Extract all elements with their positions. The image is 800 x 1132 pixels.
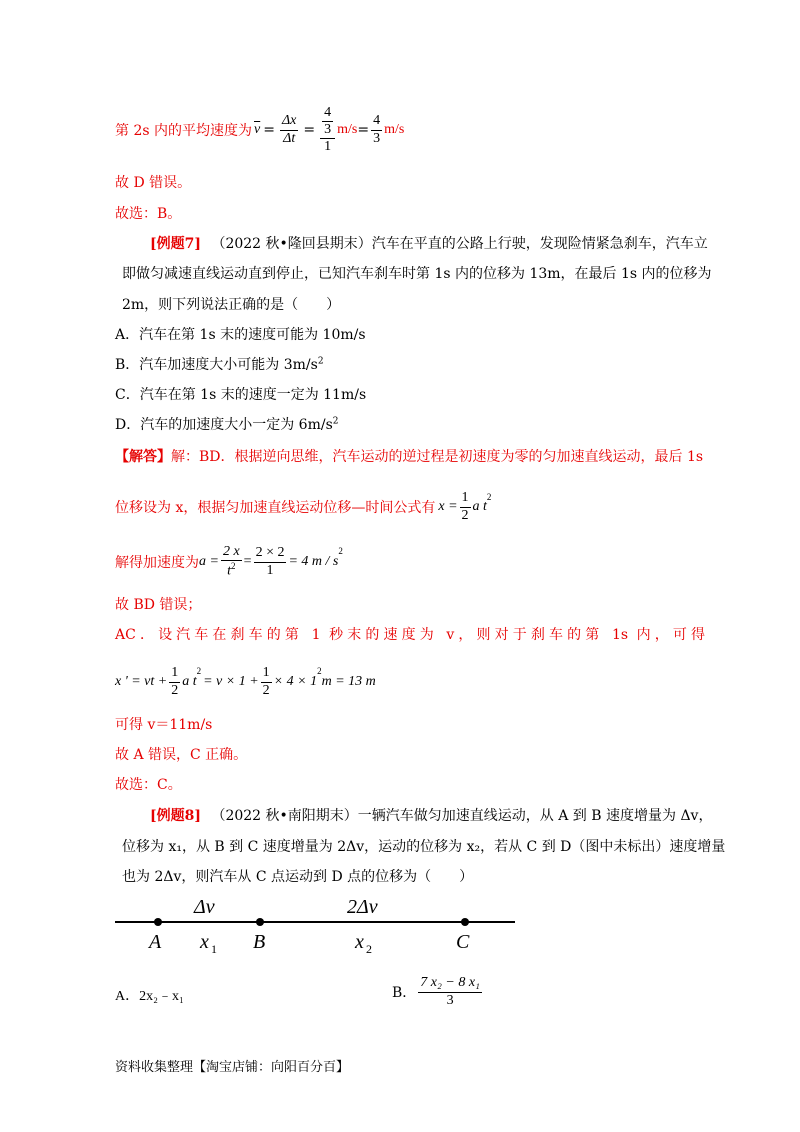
example8-line3: 也为 2Δv，则汽车从 C 点运动到 D 点的位移为（ ）	[122, 869, 474, 885]
formula1-num: 1	[460, 490, 471, 507]
result-num: 4	[371, 113, 382, 130]
result-den: 3	[373, 130, 381, 146]
formula3-den2: 2	[262, 682, 270, 698]
x2-sub: 2	[366, 942, 372, 956]
formula3-half1	[169, 665, 180, 698]
unit-ms: m/s	[337, 122, 358, 137]
dx-dt-fraction	[280, 113, 298, 146]
point-c-label: C	[456, 931, 470, 953]
choice-b: 故选：B。	[115, 206, 182, 222]
bd-wrong: 故 BD 错误；	[115, 597, 202, 613]
ex8-option-a: A．2x₂﹣x₁	[115, 989, 184, 1004]
example8-tag: [例题8]	[150, 808, 201, 824]
option-d-text: D．汽车的加速度大小一定为 6m/s	[115, 417, 333, 433]
outer-den: 1	[324, 139, 332, 155]
formula1-sup: 2	[486, 492, 492, 502]
formula3-lhs: x ' = vt +	[115, 674, 168, 689]
equals-sign: =	[263, 122, 275, 138]
dx: Δx	[280, 113, 298, 130]
ac-line: AC．设汽车在刹车的第 1 秒末的速度为 v，则对于刹车的第 1s 内，可得	[115, 627, 705, 643]
example7-text1: （2022 秋•隆回县期末）汽车在平直的公路上行驶，发现险情紧急刹车，汽车立	[211, 236, 708, 252]
dt: Δt	[283, 130, 296, 146]
option-d	[115, 414, 339, 434]
option-b-text: B．汽车加速度大小可能为 3m/s	[115, 357, 318, 373]
example8-line1	[150, 805, 712, 825]
answer-line2	[115, 486, 491, 528]
solve-label: 解得加速度为	[115, 555, 199, 571]
formula3-mid: = v × 1 +	[203, 674, 259, 689]
answer-text1: 解：BD．根据逆向思维，汽车运动的逆过程是初速度为零的匀加速直线运动，最后 1s	[171, 449, 704, 465]
formula2-num: 2 x	[221, 544, 242, 561]
example8-text1: （2022 秋•南阳期末）一辆汽车做匀加速直线运动，从 A 到 B 速度增量为 Δv，	[211, 808, 713, 824]
option-b-sup: 2	[317, 356, 324, 367]
formula2-sup: 2	[338, 546, 343, 556]
ex8-option-b-den: 3	[446, 992, 454, 1008]
ex8-option-b-num: 7 x₂ − 8 x₁	[418, 975, 482, 992]
formula2-lhs: a =	[199, 554, 219, 569]
answer-line1	[115, 446, 703, 466]
a-wrong: 故 A 错误，C 正确。	[115, 747, 248, 763]
example8-line2: 位移为 x₁，从 B 到 C 速度增量为 2Δv，运动的位移为 x₂，若从 C 到 D（图中未标出）速度增量	[122, 839, 726, 855]
answer-tag: 【解答】	[115, 449, 171, 465]
example7-line2: 即做匀减速直线运动直到停止，已知汽车刹车时第 1s 内的位移为 13m，在最后 1s 内的位移为	[122, 266, 712, 282]
formula3-end: × 4 × 1	[273, 674, 318, 689]
result-fraction	[371, 113, 382, 146]
inner-den: 3	[324, 121, 332, 137]
get-v: 可得 v＝11m/s	[115, 717, 213, 733]
formula3-sup2: 2	[317, 666, 322, 676]
formula3-num1: 1	[169, 665, 180, 682]
formula3-den1: 2	[171, 682, 179, 698]
compound-fraction	[320, 105, 335, 155]
ex8-option-b-label: B．	[392, 985, 417, 1001]
formula1-half	[460, 490, 471, 523]
example7-tag: [例题7]	[150, 236, 201, 252]
formula3-sup1: 2	[196, 666, 202, 676]
x1-sub: 1	[211, 942, 217, 956]
motion-diagram	[115, 895, 520, 960]
formula2-result: = 4 m / s	[288, 554, 339, 569]
formula2-den: t	[227, 563, 231, 579]
point-a-label: A	[149, 931, 162, 953]
formula2-num2: 2 × 2	[254, 545, 287, 562]
v-bar: $\overline{v}$	[254, 122, 261, 137]
formula1-rhs: a t	[472, 499, 487, 514]
x1-label: x	[200, 931, 209, 953]
point-b-dot	[256, 918, 264, 926]
formula3-half2	[261, 665, 272, 698]
formula3-at: a t	[182, 674, 197, 689]
avg-velocity-label: 第 2s 内的平均速度为	[115, 123, 252, 139]
choice-c: 故选：C。	[115, 777, 182, 793]
formula1-den: 2	[461, 507, 469, 523]
point-b-label: B	[253, 931, 266, 953]
x2-label: x	[355, 931, 364, 953]
ex8-option-b-frac	[418, 975, 482, 1008]
answer-text2: 位移设为 x，根据匀加速直线运动位移—时间公式有	[115, 500, 436, 516]
option-b	[115, 354, 324, 374]
formula2-den2: 1	[266, 562, 274, 578]
formula3-tail: m = 13 m	[321, 674, 376, 689]
dv1-label: Δv	[194, 896, 215, 918]
formula1-lhs: x =	[438, 499, 458, 514]
formula2-frac2	[254, 545, 287, 578]
ex8-option-b	[392, 972, 484, 1012]
formula3	[115, 660, 376, 704]
inner-num: 4	[322, 105, 333, 122]
footer: 资料收集整理【淘宝店铺：向阳百分百】	[115, 1060, 350, 1075]
equals-sign-3: =	[357, 122, 370, 138]
formula2-den-sup: 2	[231, 561, 236, 572]
point-a-dot	[154, 918, 162, 926]
solve-line: 解得加速度为 a = $\frac{2 x}{t^2}$ = $\frac{2 \times 2}{1}$ = 4 m / s $^2$	[115, 544, 343, 579]
conclusion-d: 故 D 错误。	[115, 175, 192, 191]
formula2-frac1	[221, 544, 242, 580]
equals-sign-2: =	[303, 122, 316, 138]
option-d-sup: 2	[332, 416, 339, 427]
option-a: A．汽车在第 1s 末的速度可能为 10m/s	[115, 327, 366, 343]
option-c: C．汽车在第 1s 末的速度一定为 11m/s	[115, 387, 367, 403]
point-c-dot	[461, 918, 469, 926]
example7-line3: 2m，则下列说法正确的是（ ）	[122, 297, 341, 313]
avg-velocity-line	[115, 100, 404, 160]
unit-ms-2: m/s	[384, 122, 405, 137]
example7-line1	[150, 233, 708, 253]
formula3-num2: 1	[261, 665, 272, 682]
dv2-label: 2Δv	[347, 896, 378, 918]
